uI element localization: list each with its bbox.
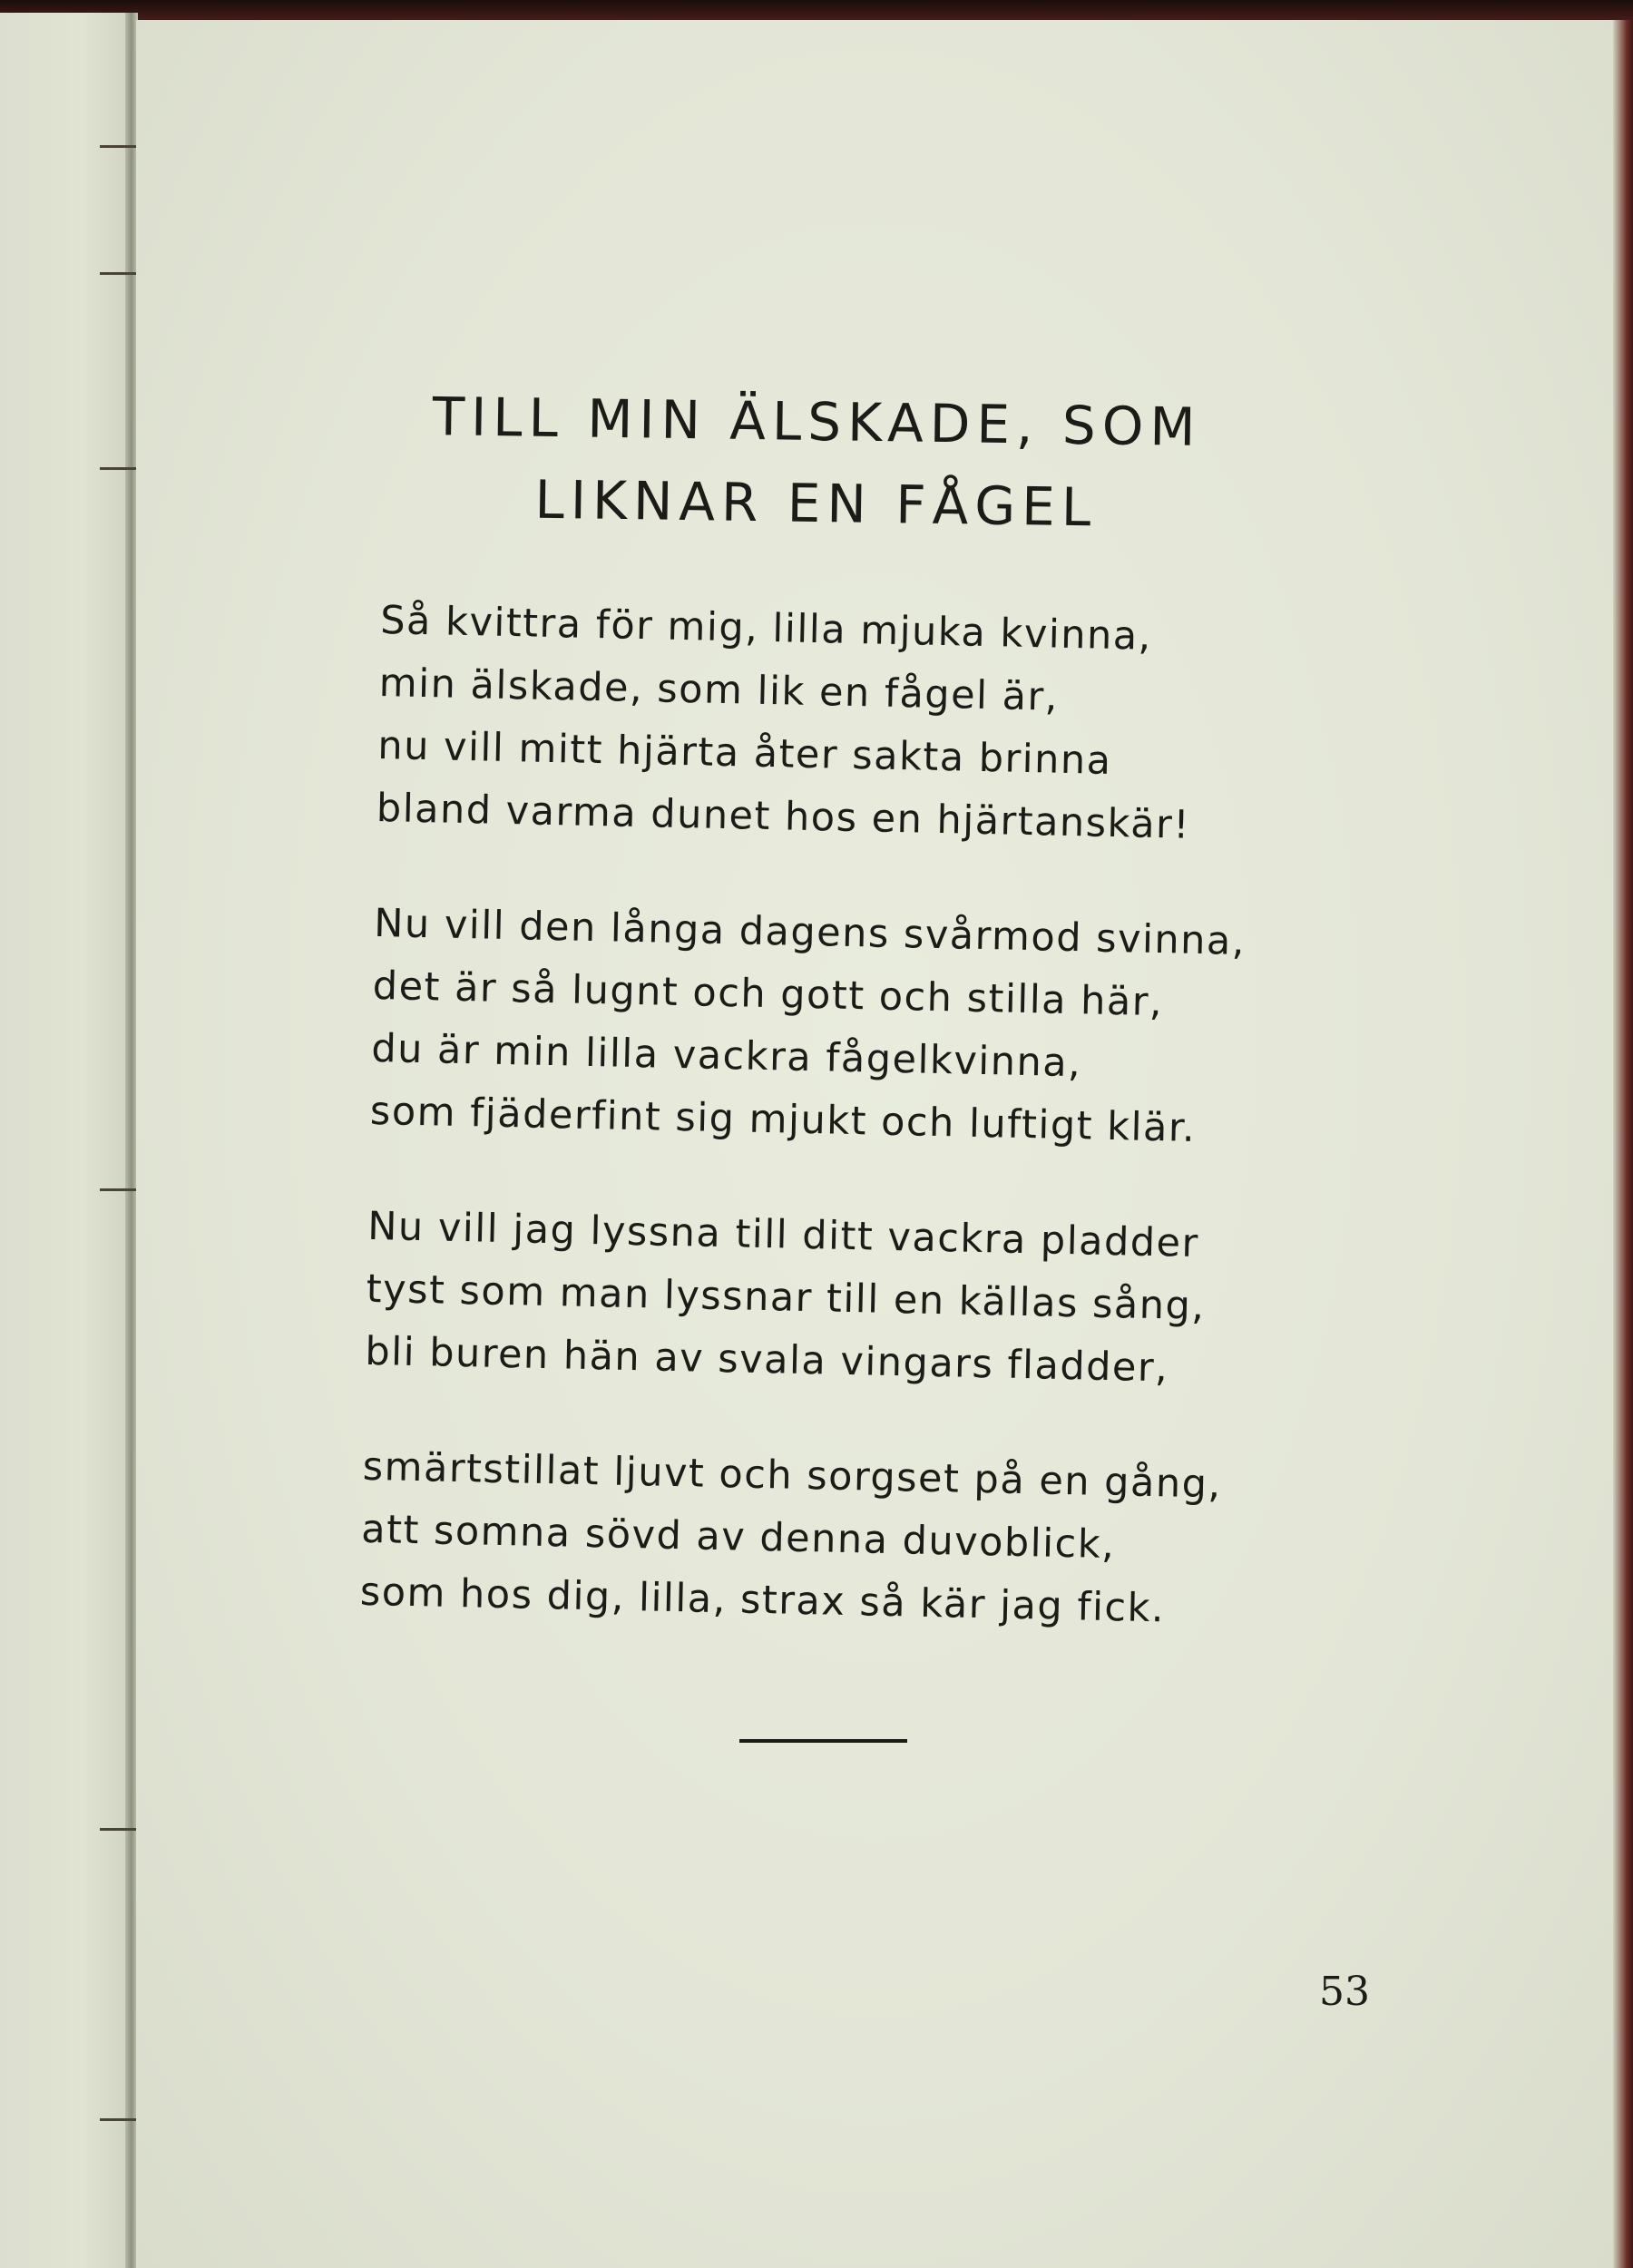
- stanza-2: [369, 893, 1373, 1164]
- poem-line: Nu vill jag lyssna till ditt vackra pladder: [367, 1203, 1200, 1267]
- poem-line: du är min lilla vackra fågelkvinna,: [370, 1025, 1082, 1087]
- binding-stitch: [100, 2118, 136, 2121]
- poem-line: bli buren hän av svala vingars fladder,: [364, 1328, 1169, 1392]
- stanza-4: [359, 1436, 1361, 1645]
- poem-line: tyst som man lyssnar till en källas sång,: [366, 1266, 1207, 1330]
- poem-title-line-2: LIKNAR EN FÅGEL: [534, 468, 1098, 539]
- binding-stitch: [100, 1828, 136, 1831]
- poem-title: [317, 374, 1316, 551]
- end-rule: [739, 1739, 907, 1743]
- poem-body: [358, 590, 1379, 1697]
- binding-stitch: [100, 145, 136, 148]
- poem-line: som fjäderfint sig mjukt och luftigt klär.: [369, 1088, 1197, 1151]
- binding-stitch: [100, 1188, 136, 1191]
- poem-line: att somna sövd av denna duvoblick,: [360, 1506, 1116, 1569]
- binding-stitch: [100, 467, 136, 470]
- poem-line: smärtstillat ljuvt och sorgset på en gång,: [362, 1443, 1223, 1508]
- poem-line: Nu vill den långa dagens svårmod svinna,: [373, 900, 1247, 965]
- page-right-edge: [1613, 20, 1633, 2268]
- poem-line: bland varma dunet hos en hjärtanskär!: [376, 785, 1191, 848]
- poem-line: som hos dig, lilla, strax så kär jag fick.: [359, 1569, 1166, 1632]
- poem-line: nu vill mitt hjärta åter sakta brinna: [376, 722, 1113, 784]
- binding-stitch: [100, 272, 136, 275]
- stanza-1: [376, 590, 1379, 861]
- poem-line: Så kvittra för mig, lilla mjuka kvinna,: [379, 597, 1153, 660]
- poem-title-line-1: TILL MIN ÄLSKADE, SOM: [432, 386, 1202, 458]
- poem-line: det är så lugnt och gott och stilla här,: [372, 963, 1164, 1026]
- page-number: 53: [1319, 1969, 1370, 2015]
- stanza-3: [365, 1196, 1366, 1404]
- left-page-margin: [0, 13, 136, 2268]
- poem-line: min älskade, som lik en fågel är,: [378, 660, 1060, 720]
